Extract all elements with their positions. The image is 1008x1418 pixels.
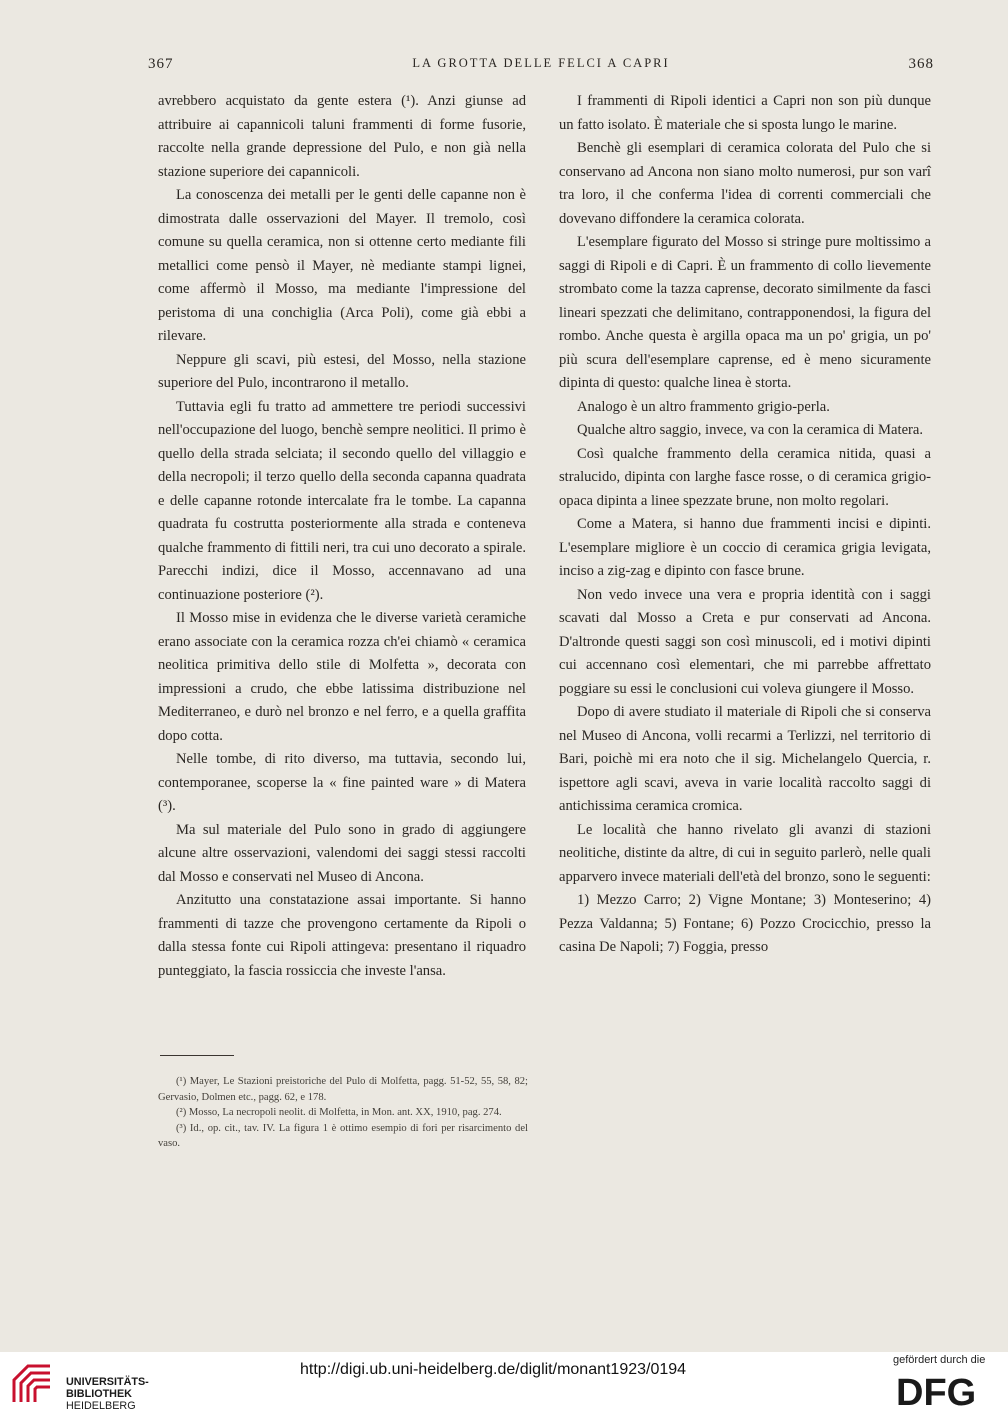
paragraph: L'esemplare figurato del Mosso si stringe pure moltissimo a saggi di Ripoli e di Capri. È un frammento di collo lievemente strombato come la tazza caprense, decorato similmente da fasci lineari spezzati che delimitano, contrapponendosi, la figura del rombo. Anche questa è argilla opaca ma un po' grigia, un po' più scura dell'esemplare caprense, ed è meno sicuramente dipinta di questo: qualche linea è storta. [559, 234, 931, 391]
paragraph: 1) Mezzo Carro; 2) Vigne Montane; 3) Monteserino; 4) Pezza Valdanna; 5) Fontane; 6) Pozzo Crocicchio, presso la casina De Napoli; 7) Foggia, presso [559, 892, 931, 955]
paragraph: La conoscenza dei metalli per le genti delle capanne non è dimostrata dalle osservazioni del Mayer. Il tremolo, così comune su quella ceramica, non si ottenne certo mediante fili metallici come pensò il Mayer, nè mediante stampi lignei, come affermò il Mosso, ma mediante l'impressione del peristoma di una conchiglia (Arca Poli), come già ebbi a rilevare. [158, 187, 526, 344]
paragraph: Neppure gli scavi, più estesi, del Mosso, nella stazione superiore del Pulo, incontrarono il metallo. [158, 351, 526, 391]
footnote: (¹) Mayer, Le Stazioni preistoriche del Pulo di Molfetta, pagg. 51-52, 55, 58, 82; Gervasio, Dolmen etc., pagg. 62, e 178. [158, 1076, 528, 1103]
running-title: LA GROTTA DELLE FELCI A CAPRI [412, 56, 670, 70]
left-column [158, 90, 526, 983]
paragraph: Analogo è un altro frammento grigio-perla. [577, 398, 830, 415]
page-header [148, 56, 934, 76]
library-emblem-icon [10, 1362, 54, 1406]
paragraph: Così qualche frammento della ceramica nitida, quasi a stralucido, dipinta con larghe fasce rosse, o di ceramica grigio-opaca dipinta a linee spezzate brune, non molto regolari. [559, 445, 931, 509]
footnotes [158, 1074, 528, 1152]
permalink-url[interactable]: http://digi.ub.uni-heidelberg.de/diglit/monant1923/0194 [300, 1361, 687, 1378]
paragraph: avrebbero acquistato da gente estera (¹). Anzi giunse ad attribuire ai capannicoli taluni frammenti di forme fusorie, raccolte nella grande depressione del Pulo, e non già nella stazione superiore dei capannicoli. [158, 93, 526, 180]
library-logo[interactable] [10, 1362, 180, 1412]
paragraph: Ma sul materiale del Pulo sono in grado di aggiungere alcune altre osservazioni, valendomi dei saggi stessi raccolti dal Mosso e conservati nel Museo di Ancona. [158, 821, 526, 885]
paragraph: Qualche altro saggio, invece, va con la ceramica di Matera. [577, 422, 924, 438]
paragraph: Nelle tombe, di rito diverso, ma tuttavia, secondo lui, contemporanee, scoperse la « fine painted ware » di Matera (³). [158, 751, 526, 814]
paragraph: Come a Matera, si hanno due frammenti incisi e dipinti. L'esemplare migliore è un coccio di ceramica grigia levigata, inciso a zig-zag e dipinto con fasce brune. [559, 516, 931, 579]
paragraph: Le località che hanno rivelato gli avanzi di stazioni neolitiche, distinte da altre, di cui in seguito parlerò, nelle quali apparvero invece materiali dell'età del bronzo, sono le seguenti: [559, 821, 931, 885]
paragraph: Dopo di avere studiato il materiale di Ripoli che si conserva nel Museo di Ancona, volli recarmi a Terlizzi, nel territorio di Bari, poichè mi era noto che il sig. Michelangelo Quercia, r. ispettore agli scavi, aveva in varie località raccolto saggi di antichissima ceramica cromica. [559, 704, 931, 814]
paragraph: Anzitutto una constatazione assai importante. Si hanno frammenti di tazze che provengono certamente da Ripoli o dalla stessa fonte cui Ripoli attingeva: presentano il riquadro punteggiato, la fascia rossiccia che investe l'ansa. [158, 892, 526, 979]
page-number-right: 368 [908, 56, 934, 72]
dfg-logo-icon[interactable] [896, 1372, 992, 1408]
dfg-logo-text: DFG [896, 1372, 977, 1408]
footnote-separator [160, 1055, 234, 1056]
library-name: UNIVERSITÄTS- BIBLIOTHEK HEIDELBERG [66, 1376, 149, 1412]
right-column [559, 90, 931, 960]
page-number-left: 367 [148, 56, 174, 72]
paragraph: I frammenti di Ripoli identici a Capri non son più dunque un fatto isolato. È materiale che si sposta lungo le marine. [559, 93, 931, 133]
paragraph: Benchè gli esemplari di ceramica colorata del Pulo che si conservano ad Ancona non siano molto numerosi, pur son varî tra loro, il che conferma l'idea di correnti commerciali che dovevano diffondere la ceramica colorata. [559, 140, 931, 227]
paragraph: Il Mosso mise in evidenza che le diverse varietà ceramiche erano associate con la ceramica rozza ch'ei chiamò « ceramica neolitica primitiva dello stile di Molfetta », decorata con impressioni a crudo, che ebbe latissima distribuzione nel Mediterraneo, e durò nel bronzo e nel ferro, e a quella graffita dopo cotta. [158, 610, 526, 744]
paragraph: Non vedo invece una vera e propria identità con i saggi scavati dal Mosso a Creta e pur conservati ad Ancona. D'altronde questi saggi son così minuscoli, ed i motivi dipinti cui accennano così elementari, che mi parrebbe affrettato poggiare su essi le conclusioni cui voleva giungere il Mosso. [559, 586, 931, 697]
footnote: (²) Mosso, La necropoli neolit. di Molfetta, in Mon. ant. XX, 1910, pag. 274. [176, 1107, 502, 1119]
footnote: (³) Id., op. cit., tav. IV. La figura 1 è ottimo esempio di fori per risarcimento del vaso. [158, 1122, 528, 1150]
funding-label: gefördert durch die [893, 1354, 986, 1366]
paragraph: Tuttavia egli fu tratto ad ammettere tre periodi successivi nell'occupazione del luogo, benchè sempre neolitici. Il primo è quello della strada selciata; il secondo quello del villaggio e della necropoli; il terzo quello della seconda capanna quadrata e delle capanne rotonde intercalate fra le tombe. La capanna quadrata fu costrutta posteriormente alla strada e conteneva qualche frammento di fittili neri, tra cui uno decorato a spirale. Parecchi indizi, dice il Mosso, accennavano ad una continuazione posteriore (²). [158, 398, 526, 603]
